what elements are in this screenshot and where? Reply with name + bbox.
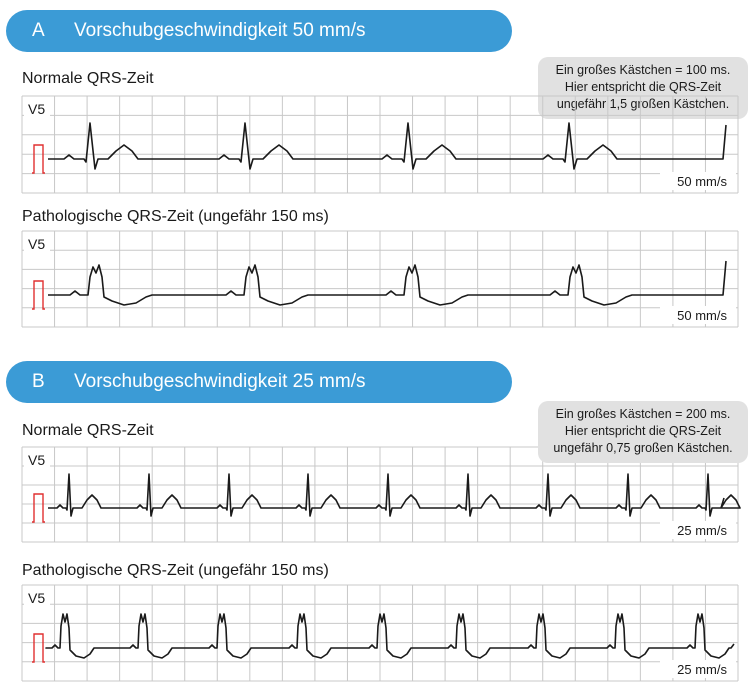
- pathologic-qrs-heading: Pathologische QRS-Zeit (ungefähr 150 ms): [22, 562, 329, 579]
- section-letter: A: [32, 20, 45, 41]
- note-line: Ein großes Kästchen = 100 ms.: [555, 63, 731, 77]
- paper-speed-label: 50 mm/s: [677, 174, 727, 189]
- lead-label: V5: [28, 236, 46, 252]
- calibration-pulse: [32, 145, 45, 173]
- ecg-trace: [48, 261, 726, 305]
- section-title: Vorschubgeschwindigkeit 25 mm/s: [74, 371, 366, 392]
- lead-label: V5: [28, 452, 46, 468]
- note-line: Hier entspricht die QRS-Zeit: [564, 424, 722, 438]
- note-line: ungefähr 0,75 großen Kästchen.: [553, 441, 733, 455]
- calibration-pulse: [32, 494, 45, 522]
- section-title: Vorschubgeschwindigkeit 50 mm/s: [74, 20, 366, 41]
- section-letter: B: [32, 371, 45, 392]
- normal-qrs-heading: Normale QRS-Zeit: [22, 70, 154, 87]
- ecg-trace: [48, 123, 726, 169]
- normal-qrs-heading: Normale QRS-Zeit: [22, 422, 154, 439]
- calibration-pulse: [32, 281, 45, 309]
- section-b-banner: [6, 361, 512, 403]
- note-line: Ein großes Kästchen = 200 ms.: [555, 407, 731, 421]
- ecg-grid: [22, 96, 738, 193]
- lead-label: V5: [28, 590, 46, 606]
- paper-speed-label: 50 mm/s: [677, 308, 727, 323]
- ecg-grid: [22, 231, 738, 327]
- paper-speed-label: 25 mm/s: [677, 523, 727, 538]
- ecg-trace: [46, 614, 734, 658]
- info-note-b: [538, 401, 748, 463]
- note-line: Hier entspricht die QRS-Zeit: [564, 80, 722, 94]
- note-line: ungefähr 1,5 großen Kästchen.: [556, 97, 730, 111]
- ecg-strip-a-pathologic: [22, 231, 738, 327]
- ecg-strip-b-pathologic: [22, 585, 738, 681]
- lead-label: V5: [28, 101, 46, 117]
- calibration-pulse: [32, 634, 45, 662]
- ecg-strip-a-normal: [22, 96, 738, 193]
- paper-speed-label: 25 mm/s: [677, 662, 727, 677]
- pathologic-qrs-heading: Pathologische QRS-Zeit (ungefähr 150 ms): [22, 208, 329, 225]
- ecg-grid: [22, 585, 738, 681]
